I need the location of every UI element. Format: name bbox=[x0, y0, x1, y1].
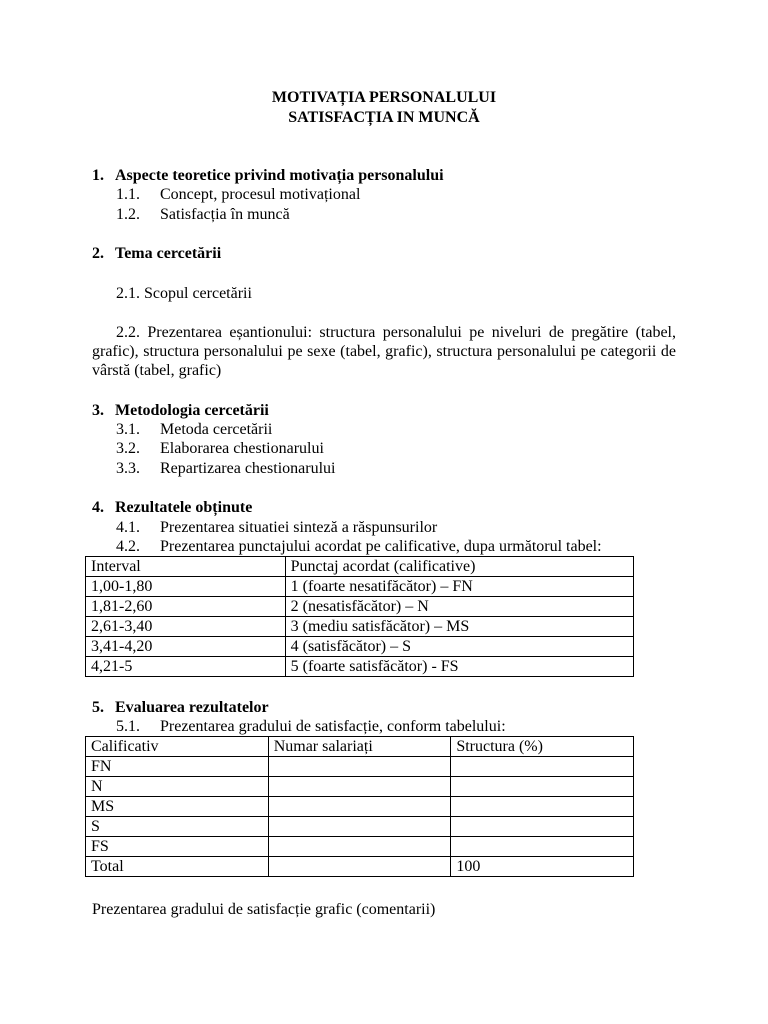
table-row bbox=[86, 817, 634, 837]
table-cell: 2,61-3,40 bbox=[86, 617, 286, 637]
table-row bbox=[86, 617, 634, 637]
list-item bbox=[116, 518, 437, 538]
section-title: Aspecte teoretice privind motivația personalului bbox=[115, 167, 444, 184]
table-row bbox=[86, 797, 634, 817]
table-cell bbox=[451, 837, 634, 857]
section-title: Metodologia cercetării bbox=[115, 402, 269, 419]
section-number: 2. bbox=[92, 245, 104, 262]
table-header-cell: Structura (%) bbox=[451, 737, 634, 757]
document-title-line2: SATISFACȚIA IN MUNCĂ bbox=[288, 109, 480, 126]
table-header-cell: Interval bbox=[86, 557, 286, 577]
table-cell: 4 (satisfăcător) – S bbox=[285, 637, 633, 657]
item-number: 1.1. bbox=[116, 186, 140, 203]
table-cell bbox=[268, 837, 451, 857]
table-cell bbox=[268, 797, 451, 817]
table-cell: 3,41-4,20 bbox=[86, 637, 286, 657]
list-item bbox=[116, 420, 272, 440]
section-title: Rezultatele obținute bbox=[115, 499, 253, 516]
table-header-cell: Numar salariați bbox=[268, 737, 451, 757]
table-row bbox=[86, 837, 634, 857]
item-number: 1.2. bbox=[116, 206, 140, 223]
section-number: 1. bbox=[92, 167, 104, 184]
table-cell: MS bbox=[86, 797, 269, 817]
table-cell: 3 (mediu satisfăcător) – MS bbox=[285, 617, 633, 637]
list-item bbox=[116, 459, 335, 479]
table-row bbox=[86, 637, 634, 657]
table-row bbox=[86, 597, 634, 617]
item-text: Repartizarea chestionarului bbox=[160, 460, 336, 477]
table-cell bbox=[268, 817, 451, 837]
section-2-heading bbox=[92, 244, 221, 264]
document-title-line1: MOTIVAȚIA PERSONALULUI bbox=[271, 89, 497, 106]
list-item bbox=[116, 439, 324, 459]
table-row bbox=[86, 757, 634, 777]
item-text: Satisfacția în muncă bbox=[160, 206, 290, 223]
table-header-row bbox=[86, 557, 634, 577]
item-number: 4.1. bbox=[116, 519, 140, 536]
item-number: 3.3. bbox=[116, 460, 140, 477]
list-item bbox=[116, 537, 602, 557]
table-cell: 1 (foarte nesatifăcător) – FN bbox=[285, 577, 633, 597]
item-text: Elaborarea chestionarului bbox=[160, 440, 324, 457]
subsection-prezentare: 2.2. Prezentarea eșantionului: structura personalului pe niveluri de pregătire (tabel, grafic), structura personalului pe sexe (tabel, grafic), structura personalului pe categorii de vârstă (tabel, grafic) bbox=[92, 324, 676, 379]
table-cell: 1,00-1,80 bbox=[86, 577, 286, 597]
footer-note: Prezentarea gradului de satisfacție grafic (comentarii) bbox=[92, 901, 436, 918]
table-cell: FS bbox=[86, 837, 269, 857]
table-cell: S bbox=[86, 817, 269, 837]
item-number: 4.2. bbox=[116, 538, 140, 555]
list-item bbox=[116, 205, 290, 225]
section-number: 3. bbox=[92, 402, 104, 419]
item-text: Metoda cercetării bbox=[160, 421, 273, 438]
table-cell bbox=[268, 857, 451, 877]
section-4-heading bbox=[92, 498, 252, 518]
table-cell: 5 (foarte satisfăcător) - FS bbox=[285, 657, 633, 677]
table-cell bbox=[268, 757, 451, 777]
item-text: Concept, procesul motivațional bbox=[160, 186, 361, 203]
table-cell bbox=[451, 757, 634, 777]
table-cell bbox=[451, 777, 634, 797]
section-1-heading bbox=[92, 166, 444, 186]
table-header-row bbox=[86, 737, 634, 757]
list-item bbox=[116, 717, 506, 737]
table-row bbox=[86, 777, 634, 797]
section-number: 5. bbox=[92, 699, 104, 716]
item-text: Prezentarea gradului de satisfacție, conform tabelului: bbox=[160, 718, 506, 735]
section-title: Evaluarea rezultatelor bbox=[115, 699, 269, 716]
table-row bbox=[86, 857, 634, 877]
item-text: Prezentarea situatiei sinteză a răspunsurilor bbox=[160, 519, 438, 536]
item-number: 3.2. bbox=[116, 440, 140, 457]
item-number: 5.1. bbox=[116, 718, 140, 735]
item-text: Prezentarea punctajului acordat pe calificative, dupa următorul tabel: bbox=[160, 538, 602, 555]
calificative-table bbox=[85, 556, 634, 677]
satisfactie-table bbox=[85, 736, 634, 877]
list-item bbox=[116, 185, 360, 205]
table-row bbox=[86, 577, 634, 597]
section-title: Tema cercetării bbox=[115, 245, 222, 262]
table-row bbox=[86, 657, 634, 677]
table-cell: 100 bbox=[451, 857, 634, 877]
table-cell: 4,21-5 bbox=[86, 657, 286, 677]
table-cell: FN bbox=[86, 757, 269, 777]
table-header-cell: Calificativ bbox=[86, 737, 269, 757]
table-cell: Total bbox=[86, 857, 269, 877]
table-cell bbox=[451, 797, 634, 817]
table-cell: 2 (nesatisfăcător) – N bbox=[285, 597, 633, 617]
table-cell: N bbox=[86, 777, 269, 797]
table-cell bbox=[268, 777, 451, 797]
item-number: 3.1. bbox=[116, 421, 140, 438]
subsection-scop: 2.1. Scopul cercetării bbox=[116, 285, 252, 302]
table-cell: 1,81-2,60 bbox=[86, 597, 286, 617]
table-cell bbox=[451, 817, 634, 837]
section-number: 4. bbox=[92, 499, 104, 516]
section-5-heading bbox=[92, 698, 269, 718]
section-3-heading bbox=[92, 401, 269, 421]
table-header-cell: Punctaj acordat (calificative) bbox=[285, 557, 633, 577]
